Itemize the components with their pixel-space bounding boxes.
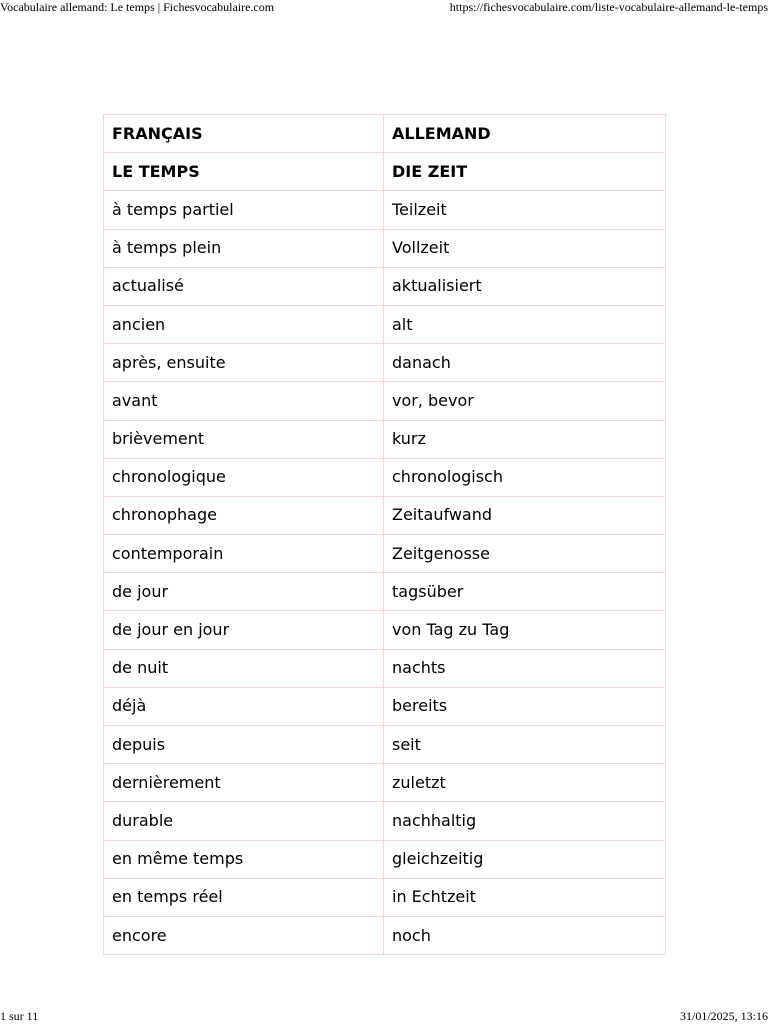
column-header-german: ALLEMAND [384, 115, 666, 153]
column-header-french: FRANÇAIS [104, 115, 384, 153]
table-row [104, 458, 666, 496]
print-timestamp: 31/01/2025, 13:16 [679, 1009, 768, 1023]
german-term: bereits [384, 687, 666, 725]
page-number: 1 sur 11 [0, 1009, 39, 1023]
table-row [104, 420, 666, 458]
german-term: von Tag zu Tag [384, 611, 666, 649]
german-term: Zeitgenosse [384, 535, 666, 573]
print-footer [0, 1009, 768, 1025]
french-term: encore [104, 916, 384, 954]
french-term: après, ensuite [104, 344, 384, 382]
german-term: nachhaltig [384, 802, 666, 840]
table-row [104, 191, 666, 229]
section-title-row [104, 153, 666, 191]
german-term: in Echtzeit [384, 878, 666, 916]
french-term: de nuit [104, 649, 384, 687]
german-term: kurz [384, 420, 666, 458]
german-term: vor, bevor [384, 382, 666, 420]
french-term: depuis [104, 726, 384, 764]
table-row [104, 344, 666, 382]
german-term: Vollzeit [384, 229, 666, 267]
table-row [104, 573, 666, 611]
french-term: brièvement [104, 420, 384, 458]
vocabulary-table [103, 114, 666, 955]
table-row [104, 267, 666, 305]
french-term: chronophage [104, 496, 384, 534]
table-row [104, 649, 666, 687]
table-row [104, 535, 666, 573]
table-row [104, 496, 666, 534]
french-term: en même temps [104, 840, 384, 878]
german-term: seit [384, 726, 666, 764]
french-term: contemporain [104, 535, 384, 573]
table-row [104, 764, 666, 802]
german-term: tagsüber [384, 573, 666, 611]
french-term: de jour [104, 573, 384, 611]
french-term: en temps réel [104, 878, 384, 916]
french-term: à temps partiel [104, 191, 384, 229]
page-title: Vocabulaire allemand: Le temps | Fichesvocabulaire.com [0, 0, 275, 14]
german-term: noch [384, 916, 666, 954]
german-term: nachts [384, 649, 666, 687]
print-header [0, 0, 768, 16]
section-title-german: DIE ZEIT [384, 153, 666, 191]
table-row [104, 916, 666, 954]
page-url: https://fichesvocabulaire.com/liste-vocabulaire-allemand-le-temps [449, 0, 768, 14]
section-title-french: LE TEMPS [104, 153, 384, 191]
german-term: zuletzt [384, 764, 666, 802]
table-row [104, 687, 666, 725]
table-header-row [104, 115, 666, 153]
french-term: actualisé [104, 267, 384, 305]
french-term: dernièrement [104, 764, 384, 802]
german-term: aktualisiert [384, 267, 666, 305]
german-term: alt [384, 305, 666, 343]
french-term: de jour en jour [104, 611, 384, 649]
german-term: Zeitaufwand [384, 496, 666, 534]
table-row [104, 726, 666, 764]
french-term: durable [104, 802, 384, 840]
table-row [104, 802, 666, 840]
table-row [104, 382, 666, 420]
table-row [104, 840, 666, 878]
german-term: chronologisch [384, 458, 666, 496]
table-row [104, 878, 666, 916]
table-row [104, 229, 666, 267]
french-term: déjà [104, 687, 384, 725]
table-row [104, 611, 666, 649]
german-term: gleichzeitig [384, 840, 666, 878]
german-term: Teilzeit [384, 191, 666, 229]
table-row [104, 305, 666, 343]
french-term: ancien [104, 305, 384, 343]
german-term: danach [384, 344, 666, 382]
french-term: avant [104, 382, 384, 420]
french-term: à temps plein [104, 229, 384, 267]
french-term: chronologique [104, 458, 384, 496]
